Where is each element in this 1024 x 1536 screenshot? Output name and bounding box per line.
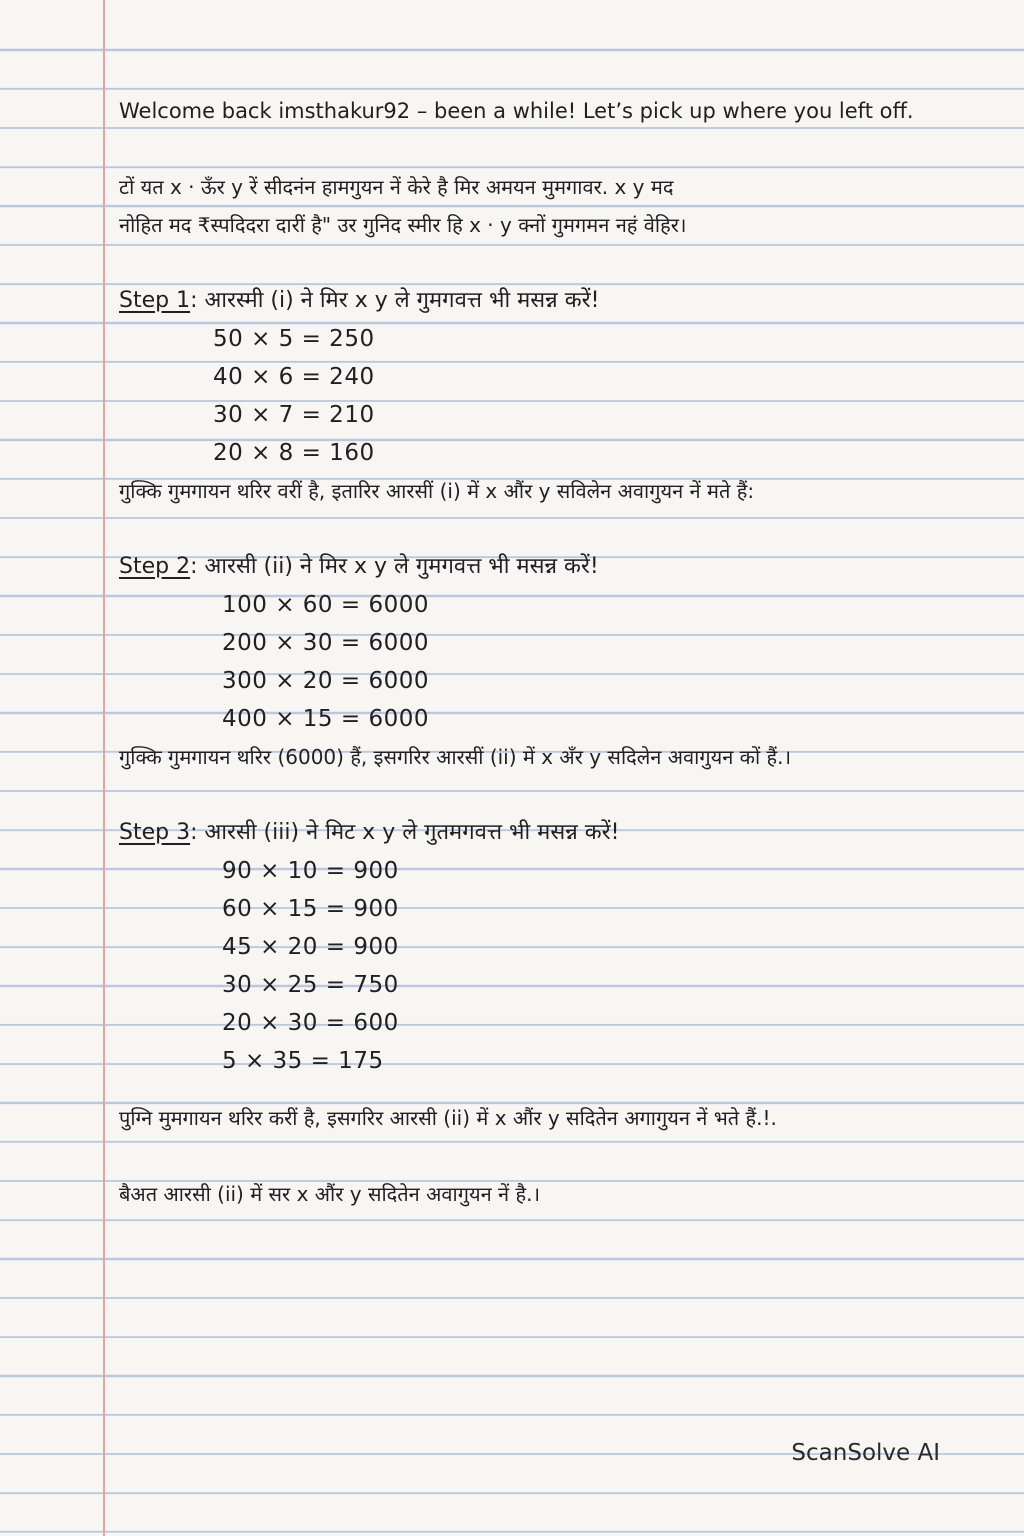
step-3-calc: 90 × 10 = 900 [222, 858, 399, 884]
step-3-calc: 20 × 30 = 600 [222, 1010, 399, 1036]
solution-content [119, 92, 999, 1213]
step-2-label: Step 2 [119, 554, 191, 579]
step-3-heading [119, 814, 999, 852]
step-1-calc: 30 × 7 = 210 [213, 402, 375, 428]
step-2-heading [119, 548, 999, 586]
greeting-text: Welcome back imsthakur92 – been a while! Let’s pick up where you left off. [119, 99, 914, 123]
step-3-calc: 30 × 25 = 750 [222, 972, 399, 998]
step-1-conclusion: गुक्कि गुमगायन थरिर वरीं है, इतारिर आरसीं (i) में x औंर y सविलेन अवागुयन नें मते हैं: [119, 479, 755, 503]
intro-line-2: नोहित मद ₹स्पदिदरा दारीं है" उर गुनिद स्मीर हि x · y क्नों गुमगमन नहं वेहिर। [119, 213, 687, 237]
step-2-calc: 400 × 15 = 6000 [222, 706, 429, 732]
step-2-heading-text: : आरसी (ii) ने मिर x y ले गुमगवत्त भी मसन्न करें! [190, 554, 599, 579]
step-3-calc: 60 × 15 = 900 [222, 896, 399, 922]
step-1-calc: 40 × 6 = 240 [213, 364, 375, 390]
step-3-label: Step 3 [119, 820, 191, 845]
step-1-heading-text: : आरस्मी (i) ने मिर x y ले गुमगवत्त भी मसन्न करें! [190, 288, 600, 313]
step-2-calc: 300 × 20 = 6000 [222, 668, 429, 694]
step-1-calculations [119, 320, 999, 472]
step-3-heading-text: : आरसी (iii) ने मिट x y ले गुतमगवत्त भी मसन्न करें! [190, 820, 620, 845]
step-2-conclusion: गुक्कि गुमगायन थरिर (6000) हैं, इसगरिर आरसीं (ii) में x अँर y सदिलेन अवागुयन कों हैं.। [119, 745, 792, 769]
step-1-calc: 50 × 5 = 250 [213, 326, 375, 352]
step-3-calculations [119, 852, 999, 1080]
final-answer: बैअत आरसी (ii) में सर x औंर y सदितेन अवागुयन नें है.। [119, 1182, 541, 1206]
step-2-calc: 200 × 30 = 6000 [222, 630, 429, 656]
brand-watermark: ScanSolve AI [791, 1440, 940, 1466]
step-2-calculations [119, 586, 999, 738]
step-1-calc: 20 × 8 = 160 [213, 440, 375, 466]
margin-line [103, 0, 105, 1536]
step-1-label: Step 1 [119, 288, 191, 313]
step-3-conclusion: पुग्नि मुमगायन थरिर करीं है, इसगरिर आरसी (ii) में x औंर y सदितेन अगागुयन नें भते हैं.!. [119, 1106, 777, 1130]
step-1-heading [119, 282, 999, 320]
step-3-calc: 5 × 35 = 175 [222, 1048, 384, 1074]
step-3-calc: 45 × 20 = 900 [222, 934, 399, 960]
intro-line-1: टों यत x · ऊँर y रें सीदनंन हामगुयन नें केरे है मिर अमयन मुमगावर. x y मद [119, 175, 674, 199]
step-2-calc: 100 × 60 = 6000 [222, 592, 429, 618]
